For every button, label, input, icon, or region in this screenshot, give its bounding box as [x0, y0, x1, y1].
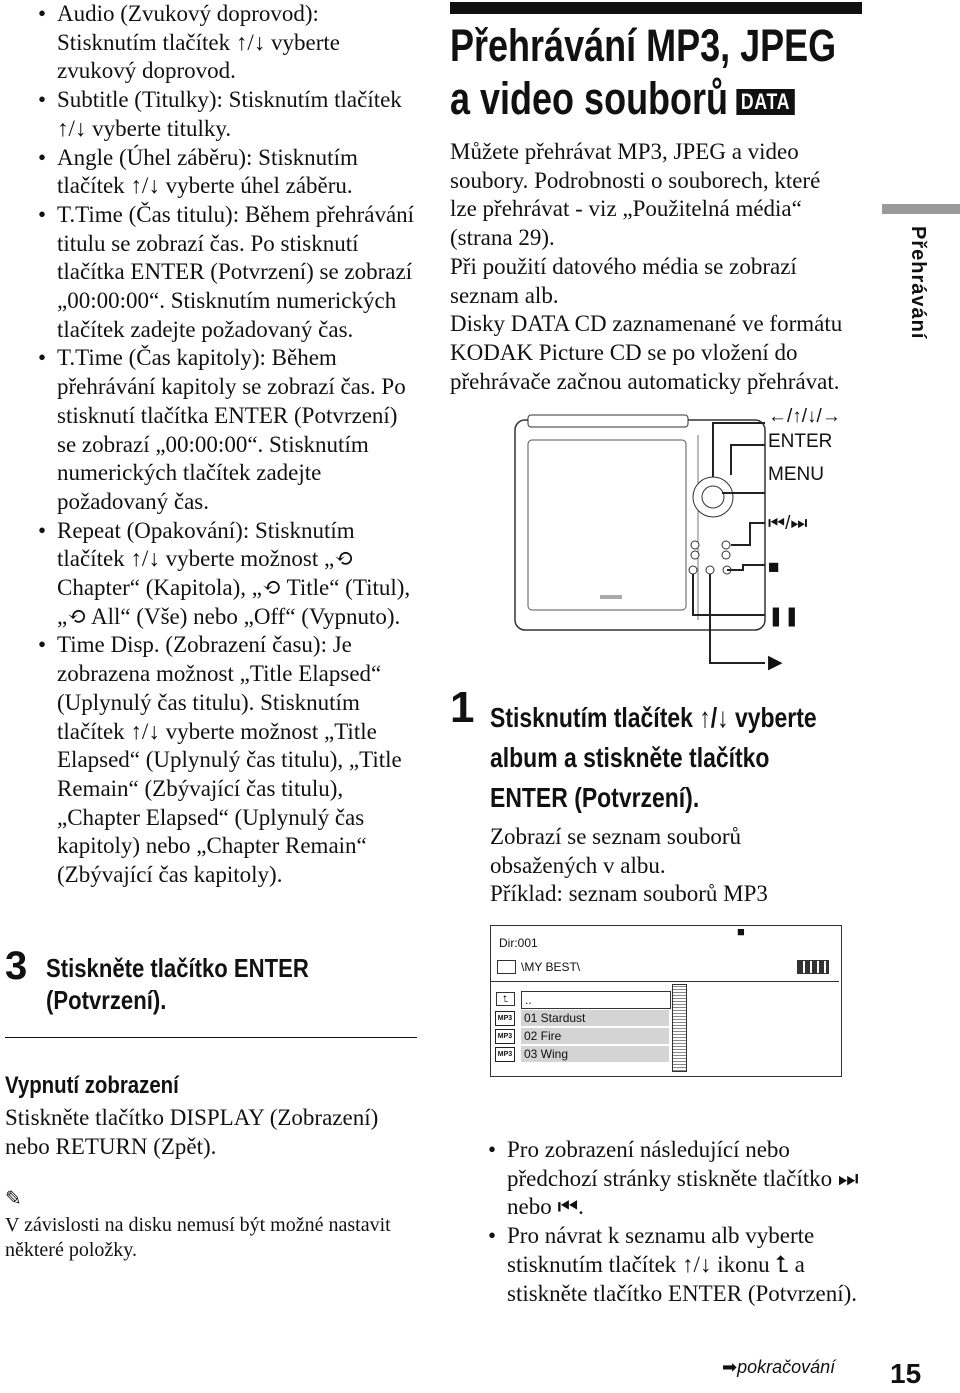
page-title-line-1: Přehrávání MP3, JPEG — [450, 20, 837, 71]
list-item-file: 03 Wing — [521, 1046, 669, 1062]
settings-list — [0, 0, 420, 890]
data-badge: DATA — [736, 89, 795, 115]
screen-example — [490, 925, 842, 1077]
list-item: • Audio (Zvukový doprovod): Stisknutím tlačítek ↑/↓ vyberte zvukový doprovod. — [0, 0, 420, 86]
continue-label: ➡pokračování — [722, 1357, 836, 1377]
step-1-number: 1 — [450, 683, 475, 732]
intro-text: Můžete přehrávat MP3, JPEG a video soubory. Podrobnosti o souborech, které lze přehrávat - viz „Použitelná média“ (strana 29). Při použití datového média se zobrazí seznam alb. Disky DATA CD zaznamenané ve formátu KODAK Picture CD se po vložení do přehrávače začnou automaticky přehrávat. — [450, 139, 843, 394]
label-arrows: ←/↑/↓/→ — [768, 406, 841, 427]
return-folder-icon: ⮤ — [496, 992, 515, 1006]
side-tab — [882, 204, 960, 214]
note-line-2: některé položky. — [5, 1239, 137, 1261]
label-play: ▶ — [768, 652, 783, 673]
section-line-2: nebo RETURN (Zpět). — [5, 1134, 217, 1159]
step-1-description: Zobrazí se seznam souborů obsažených v albu. Příklad: seznam souborů MP3 — [490, 824, 768, 907]
side-label: Přehrávání — [907, 226, 929, 340]
list-item: • Pro zobrazení následující nebo předchozí stránky stiskněte tlačítko ⏭ nebo ⏮. — [450, 1136, 860, 1222]
album-name: \MY BEST\ — [521, 960, 581, 974]
step-1-line-2: album a stiskněte tlačítko — [490, 742, 770, 773]
list-item-parent: .. — [521, 991, 671, 1009]
step-1-line-3: ENTER (Potvrzení). — [490, 782, 700, 813]
note-line-1: V závislosti na disku nemusí být možné nastavit — [5, 1214, 391, 1236]
list-item: • Subtitle (Titulky): Stisknutím tlačítek ↑/↓ vyberte titulky. — [0, 86, 420, 143]
label-pause: ❚❚ — [768, 606, 800, 627]
note-icon: ✎ — [5, 1188, 22, 1210]
right-bullets — [450, 1136, 860, 1308]
step-3-line-2: (Potvrzení). — [46, 985, 167, 1015]
label-menu: MENU — [768, 464, 824, 485]
step-1-line-1: Stisknutím tlačítek ↑/↓ vyberte — [490, 702, 817, 733]
label-enter: ENTER — [768, 431, 833, 452]
mp3-badge: MP3 — [495, 1029, 515, 1044]
screen-divider — [491, 981, 839, 982]
left-column — [0, 0, 420, 890]
title-bar — [450, 2, 862, 14]
list-item: • Pro návrat k seznamu alb vyberte stisknutím tlačítek ↑/↓ ikonu ⮤ a stiskněte tlačítko ENTER (Potvrzení). — [450, 1222, 860, 1308]
stop-icon: ■ — [737, 924, 745, 939]
device-illustration — [510, 405, 770, 675]
label-stop: ■ — [768, 557, 780, 578]
divider — [5, 1037, 417, 1038]
list-item: • T.Time (Čas kapitoly): Během přehrávání kapitoly se zobrazí čas. Po stisknutí tlačítka ENTER (Potvrzení) se zobrazí „00:00:00“. Stisknutím numerických tlačítek zadejte požadovaný čas. — [0, 344, 420, 516]
page-number: 15 — [890, 1358, 922, 1389]
list-item: • Repeat (Opakování): Stisknutím tlačítek ↑/↓ vyberte možnost „⟲ Chapter“ (Kapitola), „⟲ Title“ (Titul), „⟲ All“ (Vše) nebo „Off“ (Vypnuto). — [0, 517, 420, 632]
list-item: • Angle (Úhel záběru): Stisknutím tlačítek ↑/↓ vyberte úhel záběru. — [0, 144, 420, 201]
page-title-line-2: a video souborů DATA — [450, 73, 795, 125]
battery-icon — [797, 960, 829, 974]
mp3-badge: MP3 — [495, 1011, 515, 1026]
section-line-1: Stiskněte tlačítko DISPLAY (Zobrazení) — [5, 1105, 379, 1130]
step-3-number: 3 — [5, 944, 28, 988]
list-item: • Time Disp. (Zobrazení času): Je zobrazena možnost „Title Elapsed“ (Uplynulý čas titulu). Stisknutím tlačítek ↑/↓ vyberte možnost „Title Elapsed“ (Uplynulý čas titulu), „Title Remain“ (Zbývající čas titulu), „Chapter Elapsed“ (Uplynulý čas kapitoly) nebo „Chapter Remain“ (Zbývající čas kapitoly). — [0, 631, 420, 889]
label-prevnext: ⏮/⏭ — [768, 513, 808, 534]
list-item: • T.Time (Čas titulu): Během přehrávání titulu se zobrazí čas. Po stisknutí tlačítka ENTER (Potvrzení) se zobrazí „00:00:00“. Stisknutím numerických tlačítek zadejte požadovaný čas. — [0, 201, 420, 345]
mp3-badge: MP3 — [495, 1047, 515, 1062]
dir-label: Dir:001 — [499, 936, 538, 950]
section-title: Vypnutí zobrazení — [5, 1072, 179, 1099]
step-3-line-1: Stiskněte tlačítko ENTER — [46, 953, 309, 983]
list-item-file: 01 Stardust — [521, 1010, 669, 1026]
list-item-file: 02 Fire — [521, 1028, 669, 1044]
scrollbar — [672, 984, 687, 1072]
folder-icon — [497, 960, 516, 974]
